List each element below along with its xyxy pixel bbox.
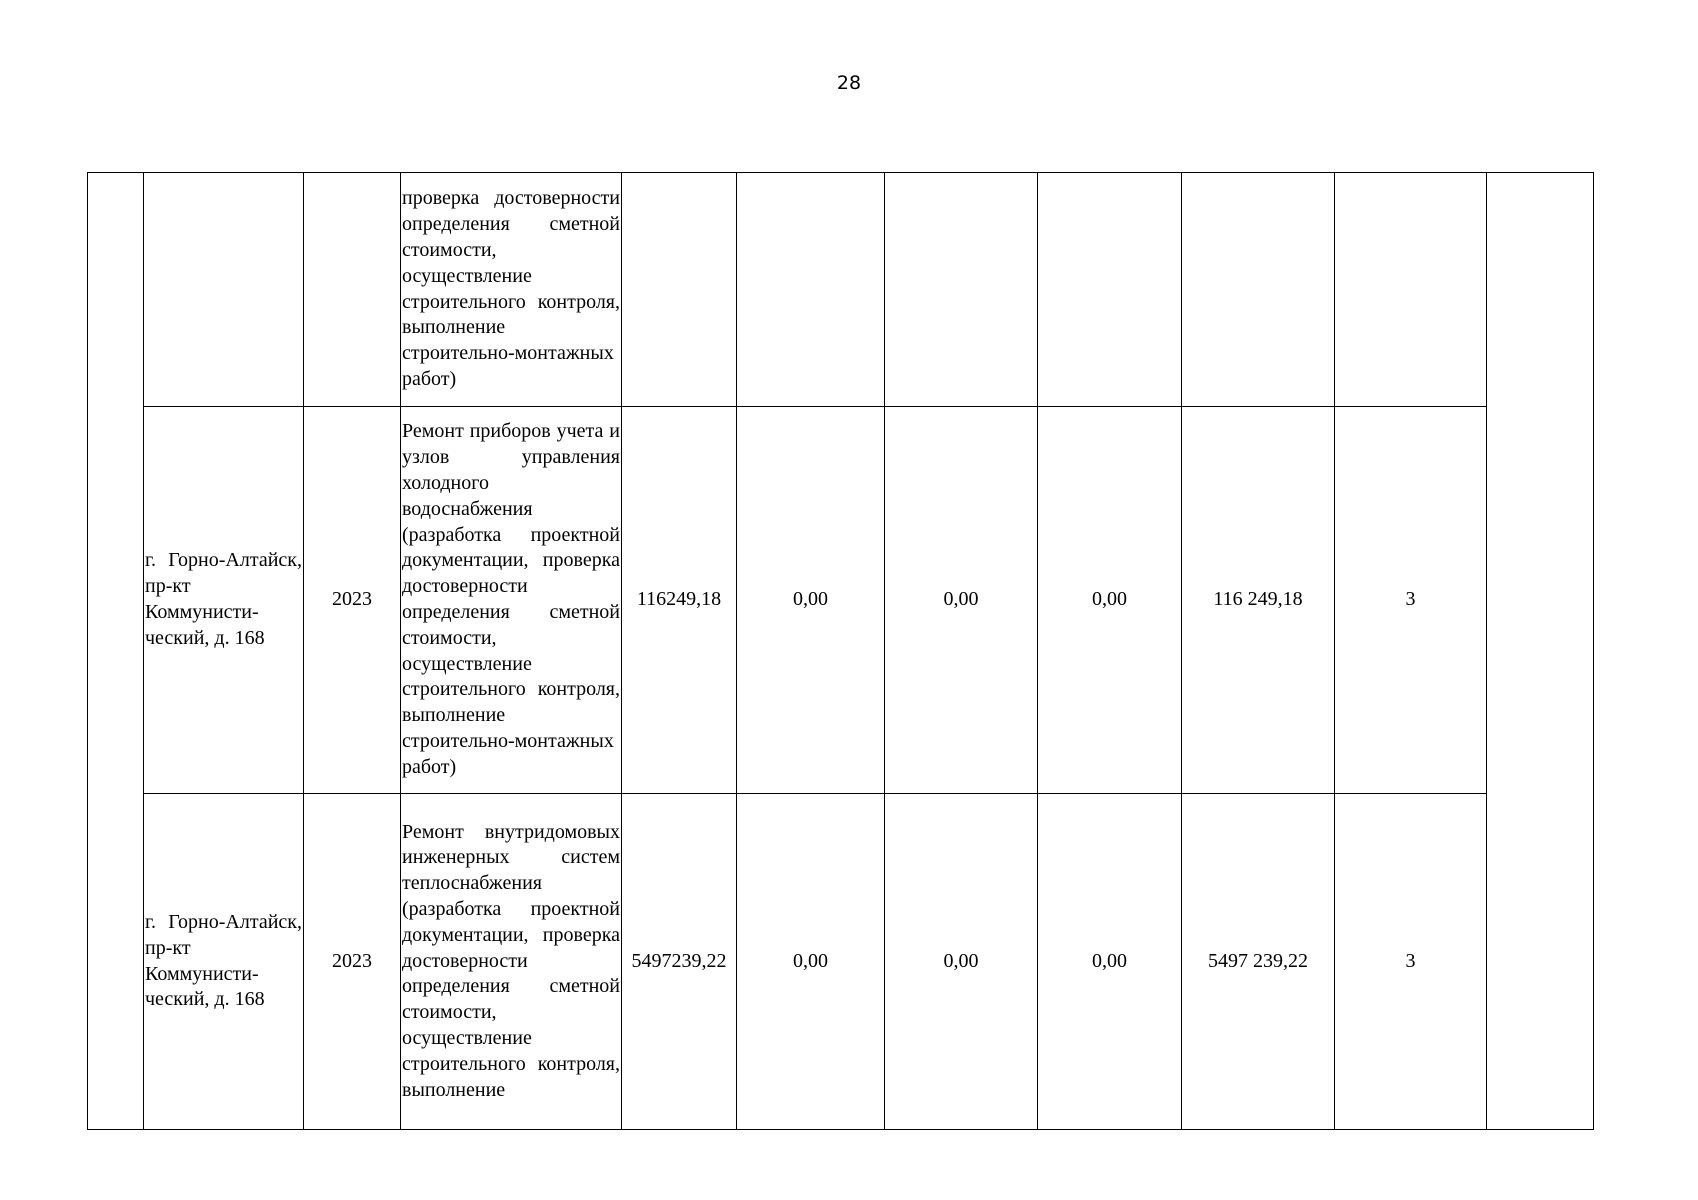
address-cell xyxy=(144,173,304,407)
owner-funds-cell: 5497 239,22 xyxy=(1182,794,1335,1130)
works-table xyxy=(87,172,1594,1130)
total-cost-cell: 5497239,22 xyxy=(622,794,737,1130)
row-number-cell xyxy=(88,173,144,1130)
count-cell: 3 xyxy=(1335,407,1487,794)
fund-cell: 0,00 xyxy=(1038,794,1182,1130)
fund-cell: 0,00 xyxy=(885,794,1038,1130)
count-cell: 3 xyxy=(1335,794,1487,1130)
table-row xyxy=(88,794,1594,1130)
year-cell: 2023 xyxy=(304,407,401,794)
total-cost-cell: 116249,18 xyxy=(622,407,737,794)
owner-funds-cell: 116 249,18 xyxy=(1182,407,1335,794)
owner-funds-cell xyxy=(1182,173,1335,407)
year-cell: 2023 xyxy=(304,794,401,1130)
table-row xyxy=(88,173,1594,407)
year-cell xyxy=(304,173,401,407)
fund-cell xyxy=(885,173,1038,407)
work-description-cell: Ремонт приборов учета и узлов управления холодного водоснабжения (разработка проектной документации, проверка достоверности определения сметной стоимости, осуществление строительного контроля, выполнение строительно-монтажных работ) xyxy=(401,407,622,794)
table-row xyxy=(88,407,1594,794)
last-column-cell xyxy=(1487,173,1594,1130)
total-cost-cell xyxy=(622,173,737,407)
work-description-cell: проверка достоверности определения сметной стоимости, осуществление строительного контроля, выполнение строительно-монтажных работ) xyxy=(401,173,622,407)
page-number: 28 xyxy=(836,72,862,94)
address-cell: г. Горно-Алтайск, пр-кт Коммунисти-ческий, д. 168 xyxy=(144,407,304,794)
fund-cell xyxy=(1038,173,1182,407)
fund-cell: 0,00 xyxy=(737,794,885,1130)
address-cell: г. Горно-Алтайск, пр-кт Коммунисти-ческий, д. 168 xyxy=(144,794,304,1130)
fund-cell: 0,00 xyxy=(1038,407,1182,794)
work-description-cell: Ремонт внутридомовых инженерных систем теплоснабжения (разработка проектной документации, проверка достоверности определения сметной стоимости, осуществление строительного контроля, выполнение xyxy=(401,794,622,1130)
fund-cell: 0,00 xyxy=(737,407,885,794)
fund-cell: 0,00 xyxy=(885,407,1038,794)
fund-cell xyxy=(737,173,885,407)
count-cell xyxy=(1335,173,1487,407)
